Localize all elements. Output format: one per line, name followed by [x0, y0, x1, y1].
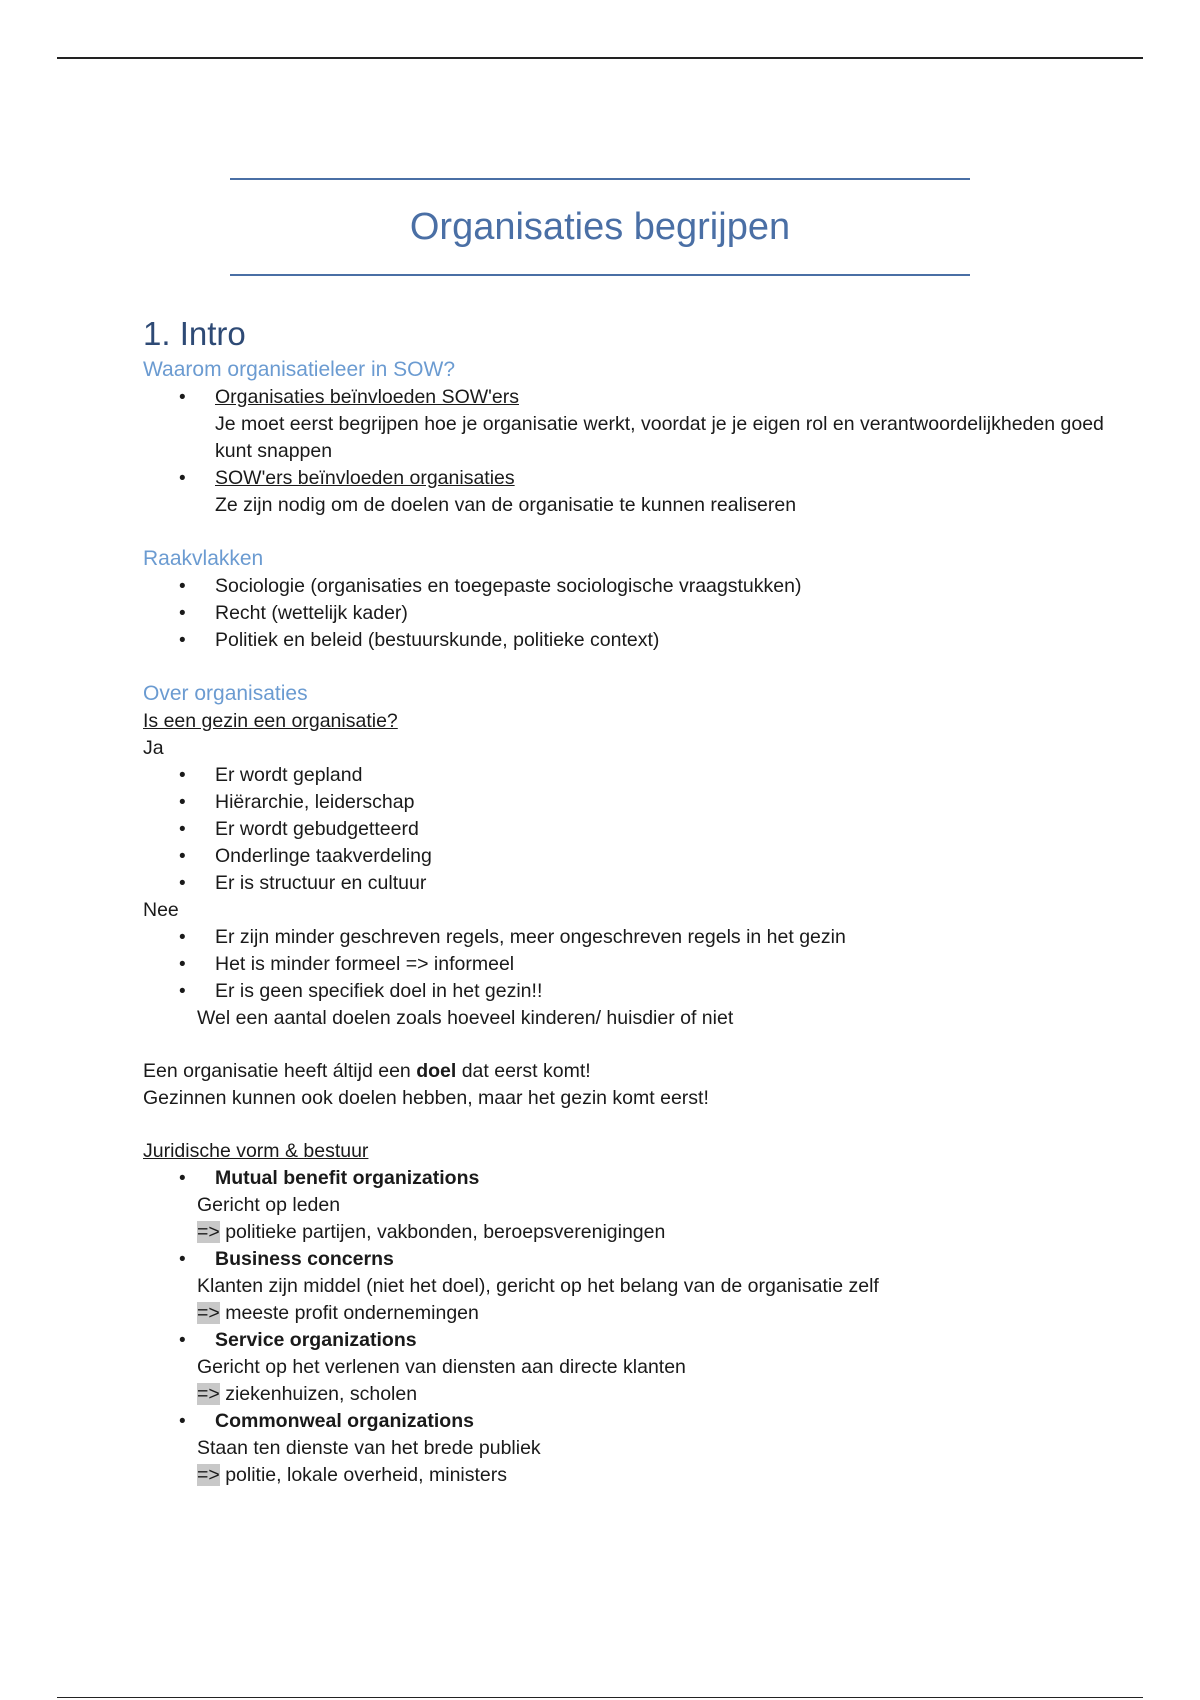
- list-item: • Recht (wettelijk kader): [143, 600, 1143, 627]
- list-item: [143, 384, 1143, 465]
- item-text: Gericht op het verlenen van diensten aan directe klanten: [197, 1356, 686, 1378]
- nee-note: Wel een aantal doelen zoals hoeveel kinderen/ huisdier of niet: [197, 1007, 734, 1029]
- list-item: • Er zijn minder geschreven regels, meer ongeschreven regels in het gezin: [143, 924, 1143, 951]
- list-item: • Politiek en beleid (bestuurskunde, politieke context): [143, 627, 1143, 654]
- bullet-title: SOW'ers beïnvloeden organisaties: [215, 467, 515, 489]
- document-body: [143, 312, 1143, 1489]
- subheading-waarom: Waarom organisatieleer in SOW?: [143, 358, 456, 381]
- bullet-text: Je moet eerst begrijpen hoe je organisatie werkt, voordat je je eigen rol en verantwoordelijkheden goed kunt snappen: [215, 413, 1104, 462]
- bullet-text: Ze zijn nodig om de doelen van de organisatie te kunnen realiseren: [215, 494, 797, 516]
- juridische-list: [143, 1165, 1143, 1192]
- subheading-over-organisaties: Over organisaties: [143, 682, 308, 705]
- arrow-highlight: =>: [197, 1464, 220, 1486]
- footer-rule: [57, 1697, 1143, 1698]
- list-item: • Er wordt gebudgetteerd: [143, 816, 1143, 843]
- list-item: • Hiërarchie, leiderschap: [143, 789, 1143, 816]
- title-block: [230, 178, 970, 276]
- title-rule-bottom: [230, 274, 970, 276]
- item-text: Gericht op leden: [197, 1194, 341, 1216]
- arrow-highlight: =>: [197, 1383, 220, 1405]
- item-example: => meeste profit ondernemingen: [197, 1302, 479, 1324]
- question-text: Is een gezin een organisatie?: [143, 710, 398, 732]
- item-title: Service organizations: [215, 1329, 417, 1351]
- arrow-highlight: =>: [197, 1221, 220, 1243]
- header-rule: [57, 57, 1143, 59]
- doel-sentence: Een organisatie heeft áltijd een doel dat eerst komt!: [143, 1060, 591, 1082]
- list-item: [143, 465, 1143, 519]
- ja-list: [143, 762, 1143, 897]
- item-title: Business concerns: [215, 1248, 394, 1270]
- list-item: • Er is structuur en cultuur: [143, 870, 1143, 897]
- list-item: [143, 1408, 1143, 1435]
- list-item: [143, 1246, 1143, 1273]
- ja-label: Ja: [143, 737, 164, 759]
- bullet-title: Organisaties beïnvloeden SOW'ers: [215, 386, 519, 408]
- section-heading-intro: 1. Intro: [143, 315, 246, 352]
- item-title: Commonweal organizations: [215, 1410, 474, 1432]
- nee-list: [143, 924, 1143, 1005]
- nee-label: Nee: [143, 899, 179, 921]
- list-item: • Er is geen specifiek doel in het gezin!!: [143, 978, 1143, 1005]
- raakvlakken-list: [143, 573, 1143, 654]
- item-example: => ziekenhuizen, scholen: [197, 1383, 418, 1405]
- list-item: • Het is minder formeel => informeel: [143, 951, 1143, 978]
- list-item: • Er wordt gepland: [143, 762, 1143, 789]
- subheading-raakvlakken: Raakvlakken: [143, 547, 264, 570]
- item-example: => politie, lokale overheid, ministers: [197, 1464, 507, 1486]
- page-title: Organisaties begrijpen: [409, 206, 791, 248]
- item-title: Mutual benefit organizations: [215, 1167, 480, 1189]
- juridische-heading: Juridische vorm & bestuur: [143, 1140, 369, 1162]
- list-item: [143, 1327, 1143, 1354]
- list-item: • Onderlinge taakverdeling: [143, 843, 1143, 870]
- list-item: • Sociologie (organisaties en toegepaste sociologische vraagstukken): [143, 573, 1143, 600]
- list-item: [143, 1165, 1143, 1192]
- item-example: => politieke partijen, vakbonden, beroepsverenigingen: [197, 1221, 666, 1243]
- item-text: Staan ten dienste van het brede publiek: [197, 1437, 541, 1459]
- arrow-highlight: =>: [197, 1302, 220, 1324]
- waarom-list: [143, 384, 1143, 519]
- gezin-sentence: Gezinnen kunnen ook doelen hebben, maar het gezin komt eerst!: [143, 1087, 709, 1109]
- item-text: Klanten zijn middel (niet het doel), gericht op het belang van de organisatie zelf: [197, 1275, 879, 1297]
